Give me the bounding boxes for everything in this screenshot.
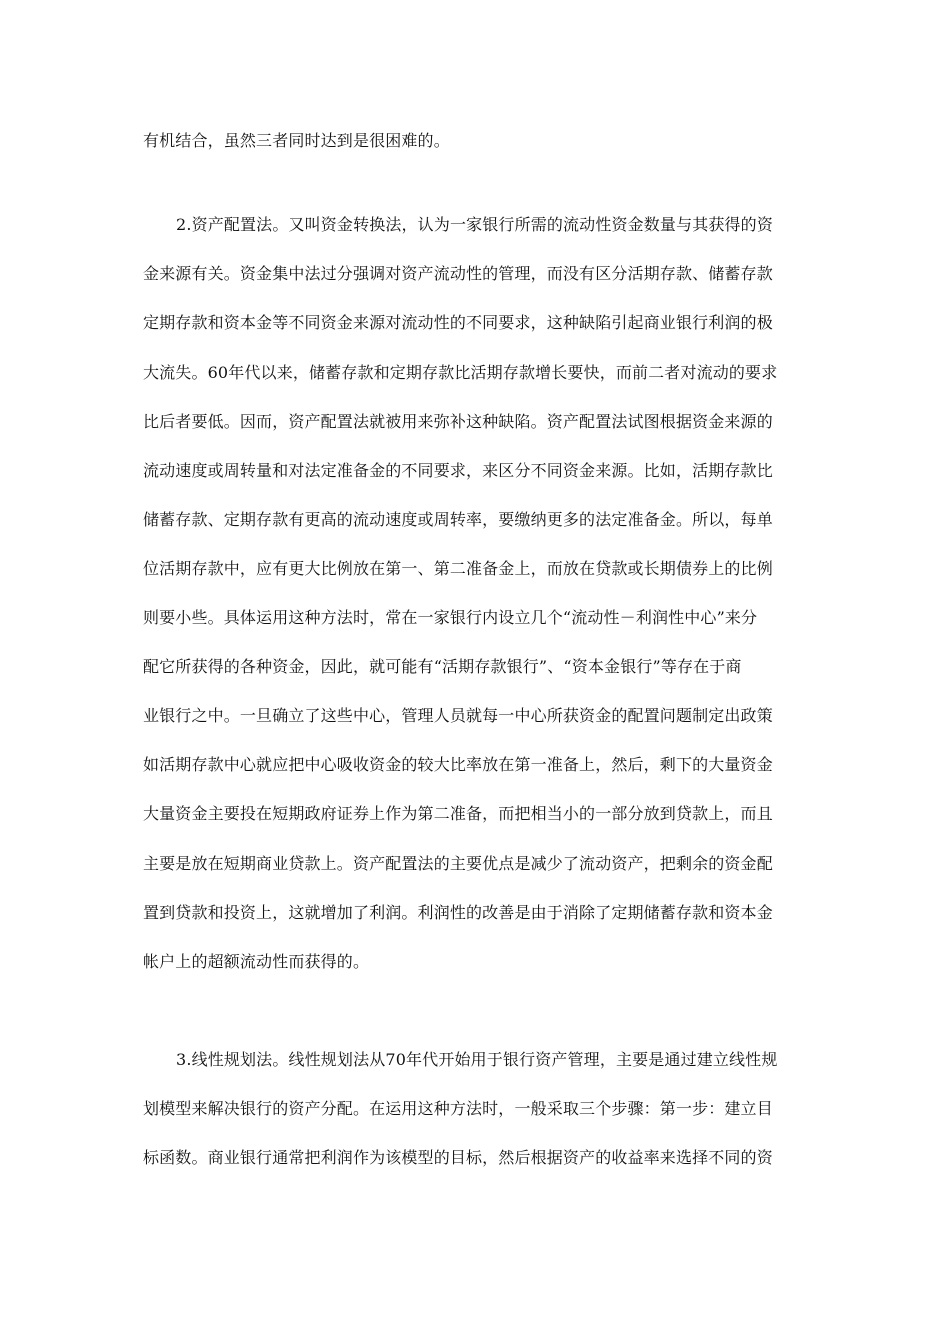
text-line: 划模型来解决银行的资产分配。在运用这种方法时，一般采取三个步骤：第一步：建立目 bbox=[143, 1099, 773, 1118]
text-line: 储蓄存款、定期存款有更高的流动速度或周转率，要缴纳更多的法定准备金。所以，每单 bbox=[143, 510, 773, 529]
text-line: 如活期存款中心就应把中心吸收资金的较大比率放在第一准备上，然后，剩下的大量资金 bbox=[143, 755, 773, 774]
text-line: 配它所获得的各种资金，因此，就可能有“活期存款银行”、“资本金银行”等存在于商 bbox=[143, 657, 742, 676]
text-line: 定期存款和资本金等不同资金来源对流动性的不同要求，这种缺陷引起商业银行利润的极 bbox=[143, 313, 773, 332]
text-line: 帐户上的超额流动性而获得的。 bbox=[143, 952, 370, 971]
text-line: 比后者要低。因而，资产配置法就被用来弥补这种缺陷。资产配置法试图根据资金来源的 bbox=[143, 412, 773, 431]
text-line: 大流失。60年代以来，储蓄存款和定期存款比活期存款增长要快，而前二者对流动的要求 bbox=[143, 363, 778, 382]
text-line: 大量资金主要投在短期政府证券上作为第二准备，而把相当小的一部分放到贷款上，而且 bbox=[143, 804, 773, 823]
paragraph-2-first-line: 2.资产配置法。又叫资金转换法，认为一家银行所需的流动性资金数量与其获得的资 bbox=[176, 215, 773, 234]
text-line: 位活期存款中，应有更大比例放在第一、第二准备金上，而放在贷款或长期债券上的比例 bbox=[143, 559, 773, 578]
text-line: 主要是放在短期商业贷款上。资产配置法的主要优点是减少了流动资产，把剩余的资金配 bbox=[143, 854, 773, 873]
paragraph-3-first-line: 3.线性规划法。线性规划法从70年代开始用于银行资产管理，主要是通过建立线性规 bbox=[176, 1050, 778, 1069]
text-line: 金来源有关。资金集中法过分强调对资产流动性的管理，而没有区分活期存款、储蓄存款 bbox=[143, 264, 773, 283]
text-line: 则要小些。具体运用这种方法时，常在一家银行内设立几个“流动性－利润性中心”来分 bbox=[143, 608, 758, 627]
text-line: 标函数。商业银行通常把利润作为该模型的目标，然后根据资产的收益率来选择不同的资 bbox=[143, 1148, 773, 1167]
text-line: 流动速度或周转量和对法定准备金的不同要求，来区分不同资金来源。比如，活期存款比 bbox=[143, 461, 773, 480]
text-line: 置到贷款和投资上，这就增加了利润。利润性的改善是由于消除了定期储蓄存款和资本金 bbox=[143, 903, 773, 922]
text-line: 有机结合，虽然三者同时达到是很困难的。 bbox=[143, 131, 450, 150]
text-line: 业银行之中。一旦确立了这些中心，管理人员就每一中心所获资金的配置问题制定出政策 bbox=[143, 706, 773, 725]
